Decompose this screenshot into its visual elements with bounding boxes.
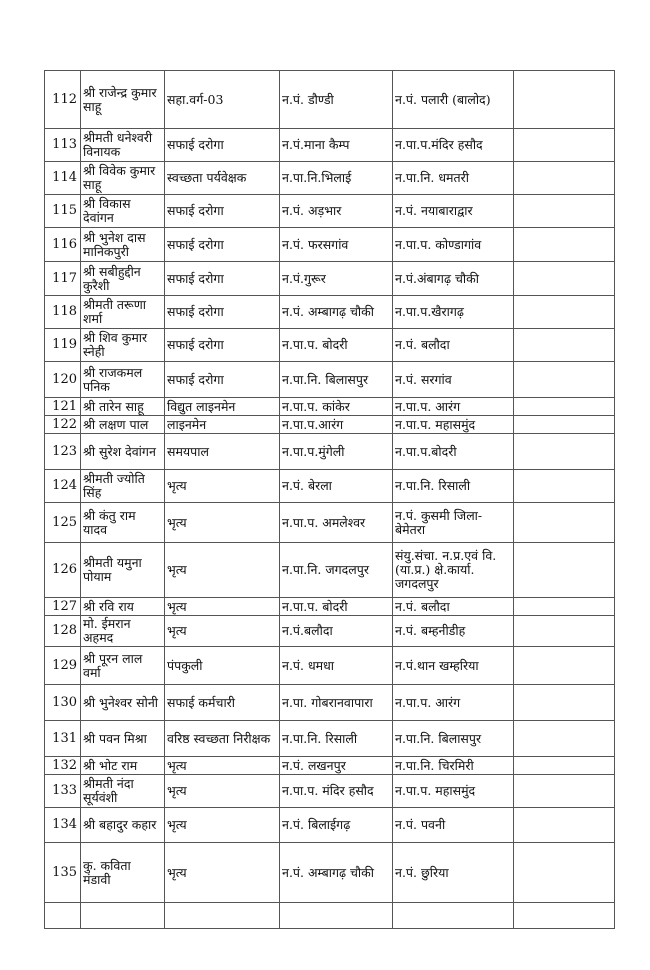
cell-name: श्री तारेन साहू bbox=[81, 398, 165, 416]
cell-remarks bbox=[514, 416, 615, 434]
cell-to: न.पं.अंबागढ़ चौकी bbox=[393, 262, 514, 296]
cell-to: न.पा.प.खैरागढ़ bbox=[393, 296, 514, 329]
cell-from: न.पं. अम्बागढ़ चौकी bbox=[280, 296, 393, 329]
cell-sn: 126 bbox=[45, 543, 81, 598]
cell-name: श्री लक्षण पाल bbox=[81, 416, 165, 434]
table-row bbox=[45, 775, 615, 808]
table-row bbox=[45, 503, 615, 543]
cell-post: भृत्य bbox=[165, 757, 280, 775]
cell-sn: 124 bbox=[45, 470, 81, 503]
table-row bbox=[45, 416, 615, 434]
table-row bbox=[45, 329, 615, 362]
cell-from: न.पा.प.मुंगेली bbox=[280, 434, 393, 470]
cell-post: सफाई दरोगा bbox=[165, 329, 280, 362]
cell-post: सफाई दरोगा bbox=[165, 228, 280, 262]
cell-to: न.पं. पलारी (बालोद) bbox=[393, 71, 514, 129]
cell-sn: 132 bbox=[45, 757, 81, 775]
cell-from: न.पा.प. मंदिर हसौद bbox=[280, 775, 393, 808]
cell-empty bbox=[393, 903, 514, 929]
cell-empty bbox=[81, 903, 165, 929]
cell-post: सफाई दरोगा bbox=[165, 362, 280, 398]
cell-remarks bbox=[514, 262, 615, 296]
cell-sn: 120 bbox=[45, 362, 81, 398]
cell-sn: 131 bbox=[45, 721, 81, 757]
cell-from: न.पा.प. अमलेश्वर bbox=[280, 503, 393, 543]
cell-from: न.पा.प. बोदरी bbox=[280, 598, 393, 616]
cell-post: स्वच्छता पर्यवेक्षक bbox=[165, 162, 280, 195]
cell-name: श्री भुनेश दास मानिकपुरी bbox=[81, 228, 165, 262]
cell-sn: 133 bbox=[45, 775, 81, 808]
cell-remarks bbox=[514, 808, 615, 843]
cell-name: श्री शिव कुमार स्नेही bbox=[81, 329, 165, 362]
cell-remarks bbox=[514, 71, 615, 129]
cell-to: न.पं. बम्हनीडीह bbox=[393, 616, 514, 647]
cell-remarks bbox=[514, 162, 615, 195]
table-row bbox=[45, 262, 615, 296]
cell-from: न.पं. बेरला bbox=[280, 470, 393, 503]
cell-empty bbox=[514, 903, 615, 929]
cell-sn: 122 bbox=[45, 416, 81, 434]
table-row bbox=[45, 721, 615, 757]
cell-post: भृत्य bbox=[165, 503, 280, 543]
transfer-table bbox=[44, 70, 615, 929]
cell-name: श्री भुनेश्वर सोनी bbox=[81, 685, 165, 721]
cell-post: विद्युत लाइनमेन bbox=[165, 398, 280, 416]
cell-name: श्रीमती नंदा सूर्यवंशी bbox=[81, 775, 165, 808]
cell-post: पंपकुली bbox=[165, 647, 280, 685]
cell-post: सहा.वर्ग-03 bbox=[165, 71, 280, 129]
cell-post: भृत्य bbox=[165, 543, 280, 598]
cell-post: सफाई दरोगा bbox=[165, 129, 280, 162]
cell-post: भृत्य bbox=[165, 843, 280, 903]
table-row-tail bbox=[45, 903, 615, 929]
cell-sn: 130 bbox=[45, 685, 81, 721]
table-row bbox=[45, 296, 615, 329]
cell-to: न.पा.प. आरंग bbox=[393, 398, 514, 416]
table-row bbox=[45, 543, 615, 598]
table-body bbox=[45, 71, 615, 929]
cell-remarks bbox=[514, 434, 615, 470]
cell-from: न.पं. लखनपुर bbox=[280, 757, 393, 775]
cell-sn: 128 bbox=[45, 616, 81, 647]
cell-remarks bbox=[514, 228, 615, 262]
cell-remarks bbox=[514, 721, 615, 757]
cell-post: भृत्य bbox=[165, 598, 280, 616]
table-row bbox=[45, 808, 615, 843]
cell-from: न.पं. धमधा bbox=[280, 647, 393, 685]
cell-sn: 135 bbox=[45, 843, 81, 903]
cell-from: न.पं.माना कैम्प bbox=[280, 129, 393, 162]
cell-empty bbox=[45, 903, 81, 929]
cell-to: न.पं. पवनी bbox=[393, 808, 514, 843]
cell-from: न.पा.प. बोदरी bbox=[280, 329, 393, 362]
cell-name: श्रीमती तरूणा शर्मा bbox=[81, 296, 165, 329]
cell-sn: 115 bbox=[45, 195, 81, 228]
cell-remarks bbox=[514, 775, 615, 808]
cell-remarks bbox=[514, 757, 615, 775]
cell-to: न.पं. बलौदा bbox=[393, 598, 514, 616]
cell-from: न.पं. अम्बागढ़ चौकी bbox=[280, 843, 393, 903]
cell-remarks bbox=[514, 843, 615, 903]
cell-to: न.पं. कुसमी जिला-बेमेतरा bbox=[393, 503, 514, 543]
cell-sn: 129 bbox=[45, 647, 81, 685]
table-row bbox=[45, 129, 615, 162]
cell-from: न.पं.बलौदा bbox=[280, 616, 393, 647]
table-row bbox=[45, 616, 615, 647]
cell-from: न.पा.प.आरंग bbox=[280, 416, 393, 434]
cell-name: श्री पवन मिश्रा bbox=[81, 721, 165, 757]
cell-sn: 117 bbox=[45, 262, 81, 296]
cell-empty bbox=[280, 903, 393, 929]
cell-name: कु. कविता मंडावी bbox=[81, 843, 165, 903]
cell-post: समयपाल bbox=[165, 434, 280, 470]
cell-post: भृत्य bbox=[165, 616, 280, 647]
cell-sn: 118 bbox=[45, 296, 81, 329]
cell-empty bbox=[165, 903, 280, 929]
cell-name: श्री राजेन्द्र कुमार साहू bbox=[81, 71, 165, 129]
cell-name: श्री भोट राम bbox=[81, 757, 165, 775]
cell-from: न.पं. फरसगांव bbox=[280, 228, 393, 262]
cell-to: न.पं.थान खम्हरिया bbox=[393, 647, 514, 685]
transfer-list-sheet bbox=[44, 70, 614, 929]
cell-from: न.पं. डौण्डी bbox=[280, 71, 393, 129]
cell-to: संयु.संचा. न.प्र.एवं वि.(या.प्र.) क्षे.कार्या. जगदलपुर bbox=[393, 543, 514, 598]
cell-to: न.पा.प. महासमुंद bbox=[393, 416, 514, 434]
cell-to: न.पा.प. महासमुंद bbox=[393, 775, 514, 808]
cell-to: न.पा.प. कोण्डागांव bbox=[393, 228, 514, 262]
cell-remarks bbox=[514, 129, 615, 162]
cell-sn: 116 bbox=[45, 228, 81, 262]
cell-to: न.पा.नि. चिरमिरी bbox=[393, 757, 514, 775]
cell-name: श्री विकास देवांगन bbox=[81, 195, 165, 228]
cell-remarks bbox=[514, 616, 615, 647]
cell-from: न.पा.नि.भिलाई bbox=[280, 162, 393, 195]
table-row bbox=[45, 598, 615, 616]
table-row bbox=[45, 470, 615, 503]
cell-from: न.पा. गोबरानवापारा bbox=[280, 685, 393, 721]
cell-name: श्री विवेक कुमार साहू bbox=[81, 162, 165, 195]
table-row bbox=[45, 362, 615, 398]
cell-name: श्रीमती यमुना पोयाम bbox=[81, 543, 165, 598]
cell-sn: 112 bbox=[45, 71, 81, 129]
cell-name: श्री सबीहुद्दीन कुरैशी bbox=[81, 262, 165, 296]
table-row bbox=[45, 757, 615, 775]
cell-from: न.पा.प. कांकेर bbox=[280, 398, 393, 416]
cell-remarks bbox=[514, 362, 615, 398]
cell-name: मो. ईमरान अहमद bbox=[81, 616, 165, 647]
cell-post: वरिष्ठ स्वच्छता निरीक्षक bbox=[165, 721, 280, 757]
cell-name: श्री कंतु राम यादव bbox=[81, 503, 165, 543]
cell-to: न.पं. नयाबाराद्वार bbox=[393, 195, 514, 228]
table-row bbox=[45, 685, 615, 721]
cell-name: श्री राजकमल पनिक bbox=[81, 362, 165, 398]
cell-to: न.पा.प.बोदरी bbox=[393, 434, 514, 470]
cell-post: भृत्य bbox=[165, 775, 280, 808]
cell-from: न.पा.नि. जगदलपुर bbox=[280, 543, 393, 598]
cell-to: न.पा.प.मंदिर हसौद bbox=[393, 129, 514, 162]
cell-to: न.पं. बलौदा bbox=[393, 329, 514, 362]
cell-sn: 123 bbox=[45, 434, 81, 470]
cell-from: न.पं.गुरूर bbox=[280, 262, 393, 296]
cell-post: सफाई दरोगा bbox=[165, 296, 280, 329]
cell-remarks bbox=[514, 329, 615, 362]
cell-post: लाइनमेन bbox=[165, 416, 280, 434]
table-row bbox=[45, 398, 615, 416]
cell-sn: 125 bbox=[45, 503, 81, 543]
cell-from: न.पा.नि. बिलासपुर bbox=[280, 362, 393, 398]
cell-remarks bbox=[514, 647, 615, 685]
cell-sn: 127 bbox=[45, 598, 81, 616]
cell-name: श्रीमती ज्योति सिंह bbox=[81, 470, 165, 503]
cell-remarks bbox=[514, 685, 615, 721]
cell-name: श्री पूरन लाल वर्मा bbox=[81, 647, 165, 685]
cell-from: न.पा.नि. रिसाली bbox=[280, 721, 393, 757]
table-row bbox=[45, 434, 615, 470]
cell-post: सफाई कर्मचारी bbox=[165, 685, 280, 721]
cell-remarks bbox=[514, 470, 615, 503]
cell-post: भृत्य bbox=[165, 470, 280, 503]
table-row bbox=[45, 647, 615, 685]
cell-post: सफाई दरोगा bbox=[165, 195, 280, 228]
cell-remarks bbox=[514, 195, 615, 228]
cell-from: न.पं. बिलाईगढ़ bbox=[280, 808, 393, 843]
cell-name: श्रीमती धनेश्वरी विनायक bbox=[81, 129, 165, 162]
cell-name: श्री बहादुर कहार bbox=[81, 808, 165, 843]
cell-post: सफाई दरोगा bbox=[165, 262, 280, 296]
cell-post: भृत्य bbox=[165, 808, 280, 843]
cell-remarks bbox=[514, 543, 615, 598]
table-row bbox=[45, 71, 615, 129]
cell-to: न.पा.प. आरंग bbox=[393, 685, 514, 721]
cell-to: न.पा.नि. बिलासपुर bbox=[393, 721, 514, 757]
cell-remarks bbox=[514, 598, 615, 616]
cell-from: न.पं. अड़भार bbox=[280, 195, 393, 228]
cell-to: न.पं. सरगांव bbox=[393, 362, 514, 398]
cell-sn: 119 bbox=[45, 329, 81, 362]
table-row bbox=[45, 195, 615, 228]
cell-to: न.पा.नि. धमतरी bbox=[393, 162, 514, 195]
cell-sn: 134 bbox=[45, 808, 81, 843]
cell-sn: 114 bbox=[45, 162, 81, 195]
table-row bbox=[45, 162, 615, 195]
cell-name: श्री रवि राय bbox=[81, 598, 165, 616]
cell-sn: 113 bbox=[45, 129, 81, 162]
cell-remarks bbox=[514, 398, 615, 416]
cell-sn: 121 bbox=[45, 398, 81, 416]
cell-to: न.पा.नि. रिसाली bbox=[393, 470, 514, 503]
cell-to: न.पं. छुरिया bbox=[393, 843, 514, 903]
cell-remarks bbox=[514, 296, 615, 329]
cell-remarks bbox=[514, 503, 615, 543]
table-row bbox=[45, 843, 615, 903]
cell-name: श्री सुरेश देवांगन bbox=[81, 434, 165, 470]
table-row bbox=[45, 228, 615, 262]
